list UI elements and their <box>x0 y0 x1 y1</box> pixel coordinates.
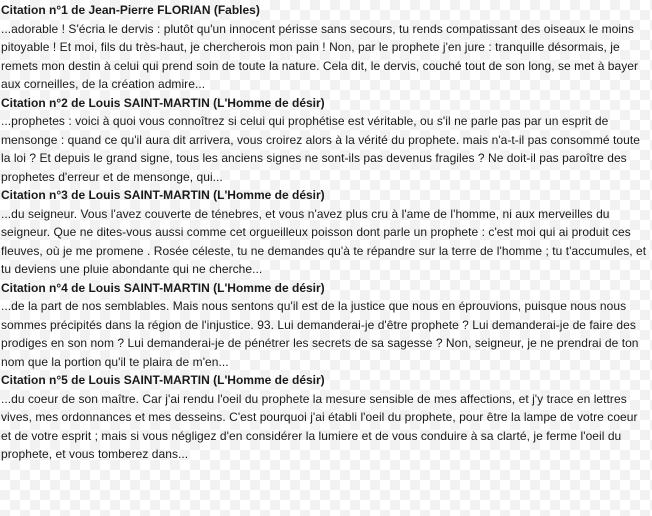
citation-title: Citation n°1 de Jean-Pierre FLORIAN (Fables) <box>1 3 260 17</box>
citation-4 <box>1 279 648 372</box>
citation-2 <box>1 94 648 187</box>
citation-text: ...du seigneur. Vous l'avez couverte de ténebres, et vous n'avez plus cru à l'ame de l'homme, ni aux merveilles du seigneur. Que ne dites-vous aussi comme cet orgueilleux poisson dont parle un prophete : c'est moi qui ai produit ces fleuves, où je me promene . Rosée céleste, tu ne demandes qu'à te répandre sur la terre de l'homme ; tu t'accumules, et tu deviens une pluie abondante qui ne cherche... <box>1 206 647 276</box>
citation-text: ...adorable ! S'écria le dervis : plutôt qu'un innocent périsse sans secours, tu rends compatissant des oiseaux le moins pitoyable ! Et moi, fils du très-haut, je chercherois mon pain ! Non, par le prophete j'en jure : tranquille désormais, je remets mon destin à celui qui prend soin de toute la nature. Cela dit, le dervis, couché tout de son long, se met à bayer aux corneilles, de la création admire... <box>1 21 639 91</box>
citation-5 <box>1 371 648 464</box>
citation-title: Citation n°2 de Louis SAINT-MARTIN (L'Homme de désir) <box>1 95 325 110</box>
citation-text: ...prophetes : voici à quoi vous connoîtrez si celui qui prophétise est véritable, ou s'il ne parle pas par un esprit de mensonge : quand ce qu'il aura dit arrivera, vous croirez alors à la vérité du prophete. mais n'a-t-il pas consommé toute la loi ? Et depuis le grand signe, tous les anciens signes ne sont-ils pas devenus fragiles ? Ne doit-il pas paroître des prophetes d'erreur et de mensonge, qui... <box>1 114 640 184</box>
citation-title: Citation n°4 de Louis SAINT-MARTIN (L'Homme de désir) <box>1 280 325 295</box>
citation-3 <box>1 186 648 279</box>
citation-title: Citation n°3 de Louis SAINT-MARTIN (L'Homme de désir) <box>1 188 325 202</box>
citation-text: ...de la part de nos semblables. Mais nous sentons qu'il est de la justice que nous en éprouvions, puisque nous nous sommes précipités dans la région de l'injustice. 93. Lui demanderai-je d'être prophete ? Lui demanderai-je de faire des prodiges en son nom ? Lui demanderai-je de pénétrer les secrets de sa sagesse ? Non, seigneur, je ne prendrai de ton nom que la portion qu'il te plaira de m'en... <box>1 299 639 369</box>
citation-text: ...du coeur de son maître. Car j'ai rendu l'oeil du prophete la mesure sensible de mes affections, et j'y trace en lettres vives, mes ordonnances et mes desseins. C'est pourquoi j'ai établi l'oeil du prophete, pour être la lampe de votre coeur et de votre esprit ; mais si vous négligez d'en considérer la lumiere et de vous conduire à sa clarté, je ferme l'oeil du prophete, et vous tomberez dans... <box>1 391 638 461</box>
citation-title: Citation n°5 de Louis SAINT-MARTIN (L'Homme de désir) <box>1 373 325 387</box>
citation-1 <box>1 1 648 94</box>
